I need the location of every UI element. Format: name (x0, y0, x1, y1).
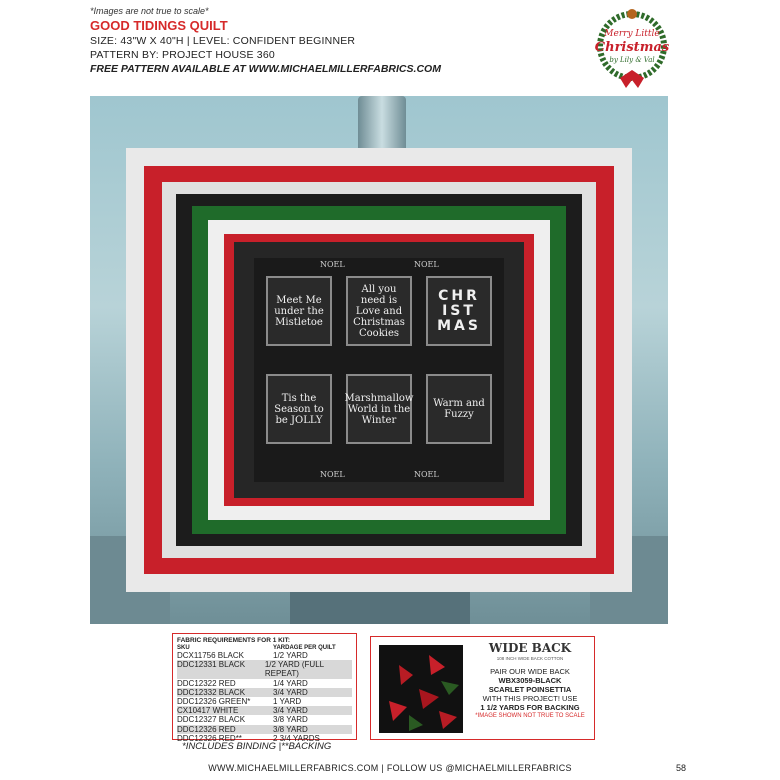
wide-back-line5: 1 1/2 YARDS FOR BACKING (480, 703, 580, 712)
wide-back-note: *IMAGE SHOWN NOT TRUE TO SCALE (475, 713, 585, 719)
block-mistletoe: Meet Me under the Mistletoe (266, 276, 332, 346)
table-row: DDC12327 BLACK 3/8 YARD (177, 715, 308, 725)
logo-line3: by Lily & Val (609, 56, 655, 64)
scale-note: *Images are not true to scale* (90, 6, 209, 16)
wide-back-line4: WITH THIS PROJECT! USE (482, 694, 578, 703)
table-row: DDC12331 BLACK 1/2 YARD (FULL REPEAT) (177, 660, 352, 678)
page-footer: WWW.MICHAELMILLERFABRICS.COM | FOLLOW US @MICHAELMILLERFABRICS (208, 763, 572, 773)
merry-little-christmas-logo (592, 4, 672, 90)
table-row: DDC12322 RED 1/4 YARD (177, 678, 308, 688)
ground (290, 592, 470, 624)
col-yardage: YARDAGE PER QUILT (273, 645, 336, 651)
requirements-title: FABRIC REQUIREMENTS FOR 1 KIT: (177, 637, 291, 644)
size-level: SIZE: 43"W X 40"H | LEVEL: CONFIDENT BEGINNER (90, 35, 356, 47)
block-jolly: Tis the Season to be JOLLY (266, 374, 332, 444)
wide-back-subtitle: 108 INCH WIDE BACK COTTON (496, 656, 564, 661)
center-panel (254, 258, 504, 482)
fabric-requirements-table (172, 633, 357, 743)
wide-back-name: SCARLET POINSETTIA (488, 685, 572, 694)
lamp-post (358, 96, 406, 156)
wide-back-text (469, 641, 591, 720)
wide-back-line1: PAIR OUR WIDE BACK (490, 667, 570, 676)
wide-back-sku: WBX3059-BLACK (498, 676, 562, 685)
table-row: DCX11756 BLACK 1/2 YARD (177, 651, 308, 660)
table-row: CX10417 WHITE 3/4 YARD (177, 706, 352, 715)
noel-label: NOEL (320, 470, 345, 479)
block-warm-fuzzy: Warm and Fuzzy (426, 374, 492, 444)
noel-label: NOEL (414, 260, 439, 269)
table-row: DDC12326 GREEN* 1 YARD (177, 697, 302, 707)
page-number: 58 (676, 763, 687, 773)
pattern-by: PATTERN BY: PROJECT HOUSE 360 (90, 49, 275, 61)
block-christmas: CHR IST MAS (426, 276, 492, 346)
poinsettia-swatch (379, 645, 463, 733)
quilt-title: GOOD TIDINGS QUILT (90, 18, 228, 33)
col-sku: SKU (177, 645, 190, 651)
quilt-photo (90, 96, 668, 624)
wide-back-title: WIDE BACK (488, 641, 572, 655)
requirements-footnote: *INCLUDES BINDING |**BACKING (182, 741, 332, 752)
block-marshmallow: Marshmallow World in the Winter (346, 374, 412, 444)
wide-back-box (370, 636, 595, 740)
noel-label: NOEL (320, 260, 345, 269)
logo-line1: Merry Little (604, 29, 660, 39)
free-pattern-link[interactable]: FREE PATTERN AVAILABLE AT WWW.MICHAELMILLERFABRICS.COM (90, 63, 441, 75)
table-row: DDC12326 RED 3/8 YARD (177, 725, 352, 734)
block-cookies: All you need is Love and Christmas Cookies (346, 276, 412, 346)
table-row: DDC12332 BLACK 3/4 YARD (177, 688, 352, 697)
noel-label: NOEL (414, 470, 439, 479)
quilt (126, 148, 632, 592)
logo-line2: Christmas (594, 40, 670, 55)
page-header (90, 6, 650, 75)
table-row: DDC12326 RED** 2 3/4 YARDS (177, 733, 320, 743)
